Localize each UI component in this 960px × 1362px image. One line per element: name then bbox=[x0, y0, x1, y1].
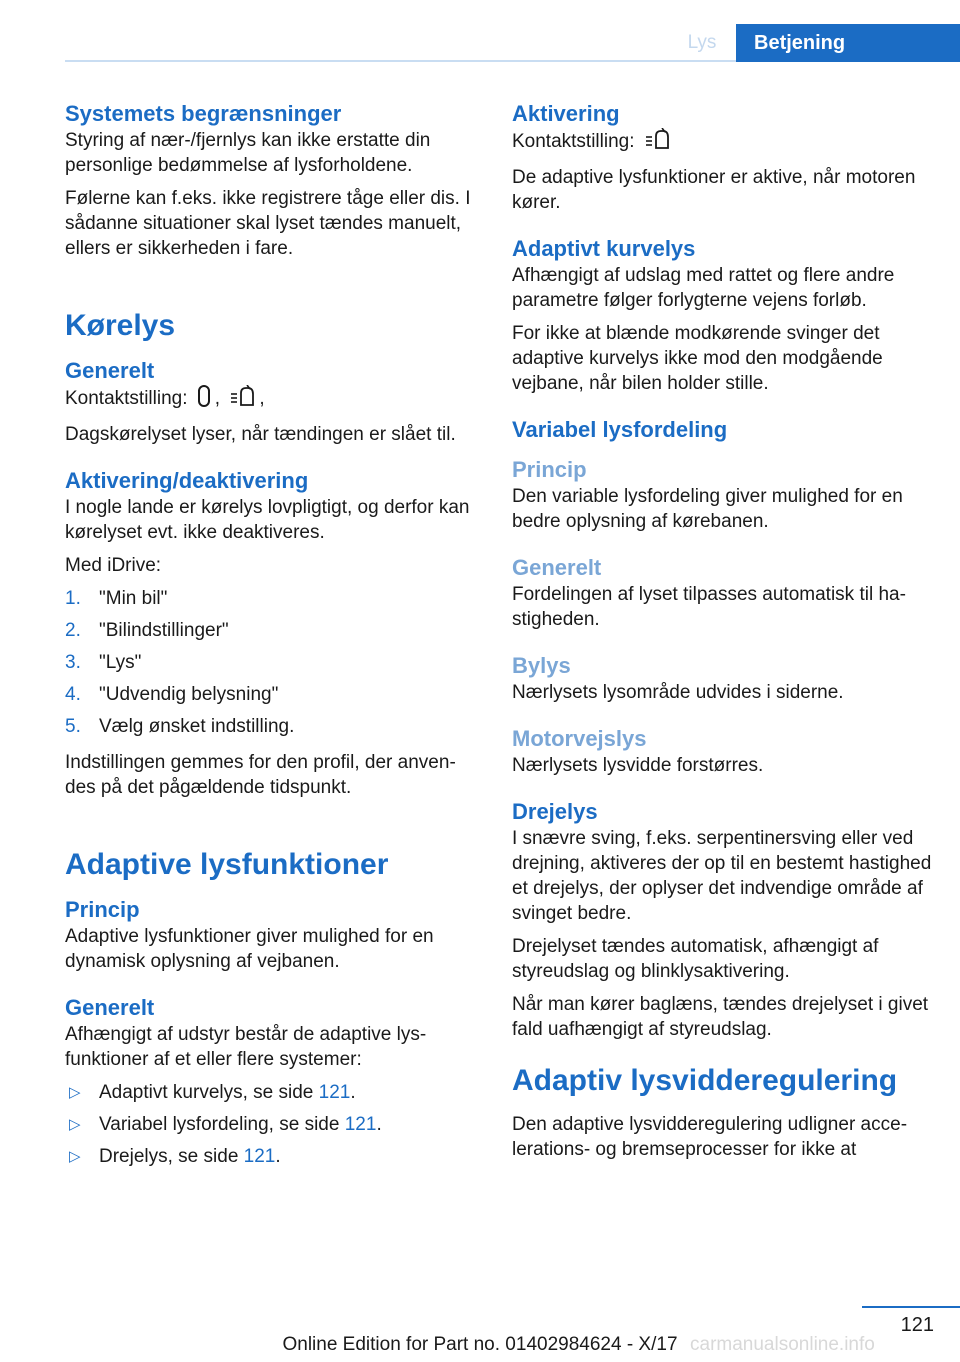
drl-title: Kørelys bbox=[65, 309, 176, 342]
variable-general-heading: Generelt bbox=[512, 555, 602, 580]
motorway-light-paragraph: Nærlysets lysvidde forstørres. bbox=[512, 755, 764, 776]
idrive-steps-list bbox=[65, 586, 475, 746]
ignition-label: Kontaktstilling: bbox=[65, 388, 188, 409]
activation-paragraph-1: I nogle lande er kørelys lovpligtigt, og derfor kan kørelyset evt. ikke deaktiveres. bbox=[65, 497, 470, 543]
curve-paragraph-1: Afhængigt af udslag med rattet og flere andre parametre følger forlygterne vejens forløb. bbox=[512, 265, 895, 311]
watermark: carmanualsonline.info bbox=[690, 1334, 875, 1355]
city-light-paragraph: Nærlysets lysområde udvides i siderne. bbox=[512, 682, 844, 703]
variable-principle-paragraph: Den variable lysfordeling giver mulighed for en bedre oplysning af kørebanen. bbox=[512, 486, 903, 532]
page-link[interactable]: 121 bbox=[318, 1082, 351, 1103]
limits-heading: Systemets begrænsninger bbox=[65, 101, 342, 126]
turn-light-paragraph-1: I snævre sving, f.eks. serpentinersving eller ved drejning, aktiveres der op til en bestemt hastighed et drejelys, der oplyser det indvendige område af svinget bedre. bbox=[512, 828, 932, 924]
triangle-bullet-icon: ▷ bbox=[69, 1084, 81, 1101]
curve-paragraph-2: For ikke at blænde modkørende svinger det adaptive kurvelys ikke mod den modgående vejbane, når bilen holder stille. bbox=[512, 323, 883, 394]
general2-paragraph: Afhængigt af udstyr består de adaptive lysfunktioner af et eller flere systemer: bbox=[65, 1024, 427, 1070]
activation-paragraph-3: Indstillingen gemmes for den profil, der anvendes på det pågældende tidspunkt. bbox=[65, 752, 456, 798]
activation-heading: Aktivering/deaktivering bbox=[65, 468, 309, 493]
limits-paragraph-2: Følerne kan f.eks. ikke registrere tåge eller dis. I sådanne situationer skal lyset tændes manuelt, ellers er sikkerheden i fare. bbox=[65, 188, 471, 259]
ignition-standby-icon bbox=[197, 385, 211, 414]
right-column bbox=[512, 100, 932, 1170]
page-number: 121 bbox=[900, 1314, 934, 1336]
curve-heading: Adaptivt kurvelys bbox=[512, 236, 696, 261]
turn-light-paragraph-3: Når man kører baglæns, tændes drejelyset i givet fald uafhængigt af styreudslag. bbox=[512, 994, 929, 1040]
ignition-on-icon bbox=[644, 128, 670, 157]
motorway-light-heading: Motorvejslys bbox=[512, 726, 647, 751]
triangle-bullet-icon: ▷ bbox=[69, 1116, 81, 1133]
list-item: 2. "Bilindstillinger" bbox=[65, 620, 229, 641]
ignition-separator-1: , bbox=[214, 388, 221, 409]
list-item: 4. "Udvendig belysning" bbox=[65, 684, 279, 705]
principle-heading: Princip bbox=[65, 897, 140, 922]
activation-paragraph-right: De adaptive lysfunktioner er aktive, når motoren kører. bbox=[512, 167, 916, 213]
triangle-bullet-icon: ▷ bbox=[69, 1148, 81, 1165]
activation-ignition-line bbox=[512, 128, 932, 157]
activation-paragraph-2: Med iDrive: bbox=[65, 555, 162, 576]
city-light-heading: Bylys bbox=[512, 653, 571, 678]
drl-paragraph: Dagskørelyset lyser, når tændingen er slået til. bbox=[65, 424, 456, 445]
ignition-on-icon bbox=[229, 385, 255, 414]
list-item: ▷ Adaptivt kurvelys, se side 121. bbox=[69, 1082, 356, 1103]
adaptive-functions-title: Adaptive lysfunktioner bbox=[65, 848, 389, 881]
variable-general-paragraph: Fordelingen af lyset tilpasses automatisk til hastigheden. bbox=[512, 584, 906, 630]
variable-principle-heading: Princip bbox=[512, 457, 587, 482]
limits-paragraph-1: Styring af nær-/fjernlys kan ikke erstatte din personlige bedømmelse af lysforholdene. bbox=[65, 130, 431, 176]
list-item: 3. "Lys" bbox=[65, 652, 142, 673]
turn-light-paragraph-2: Drejelyset tændes automatisk, afhængigt af styreudslag og blinklysaktivering. bbox=[512, 936, 879, 982]
ignition-separator-2: , bbox=[259, 388, 265, 409]
systems-list bbox=[65, 1080, 475, 1176]
list-item: 5. Vælg ønsket indstilling. bbox=[65, 716, 295, 737]
list-item: ▷ Variabel lysfordeling, se side 121. bbox=[69, 1114, 382, 1135]
principle-paragraph: Adaptive lysfunktioner giver mulighed for en dynamisk oplysning af vejbanen. bbox=[65, 926, 434, 972]
range-control-paragraph: Den adaptive lysvidderegulering udligner accelerations- og bremseprocesser for ikke at bbox=[512, 1114, 908, 1160]
page-link[interactable]: 121 bbox=[243, 1146, 276, 1167]
variable-heading: Variabel lysfordeling bbox=[512, 417, 728, 442]
activation-heading-right: Aktivering bbox=[512, 101, 620, 126]
ignition-label-right: Kontaktstilling: bbox=[512, 131, 635, 152]
header-chapter-tab: Betjening bbox=[736, 24, 960, 62]
header-section: Lys bbox=[687, 32, 717, 53]
page-link[interactable]: 121 bbox=[344, 1114, 377, 1135]
left-column bbox=[65, 100, 475, 1180]
turn-light-heading: Drejelys bbox=[512, 799, 598, 824]
list-item: ▷ Drejelys, se side 121. bbox=[69, 1146, 281, 1167]
page-number-rule bbox=[862, 1306, 960, 1308]
edition-footer: Online Edition for Part no. 01402984624 - X/17 bbox=[282, 1334, 678, 1355]
range-control-title: Adaptiv lysvidderegulering bbox=[512, 1064, 898, 1097]
drl-general-heading: Generelt bbox=[65, 358, 155, 383]
list-item: 1. "Min bil" bbox=[65, 588, 168, 609]
general2-heading: Generelt bbox=[65, 995, 155, 1020]
drl-ignition-line bbox=[65, 385, 475, 414]
